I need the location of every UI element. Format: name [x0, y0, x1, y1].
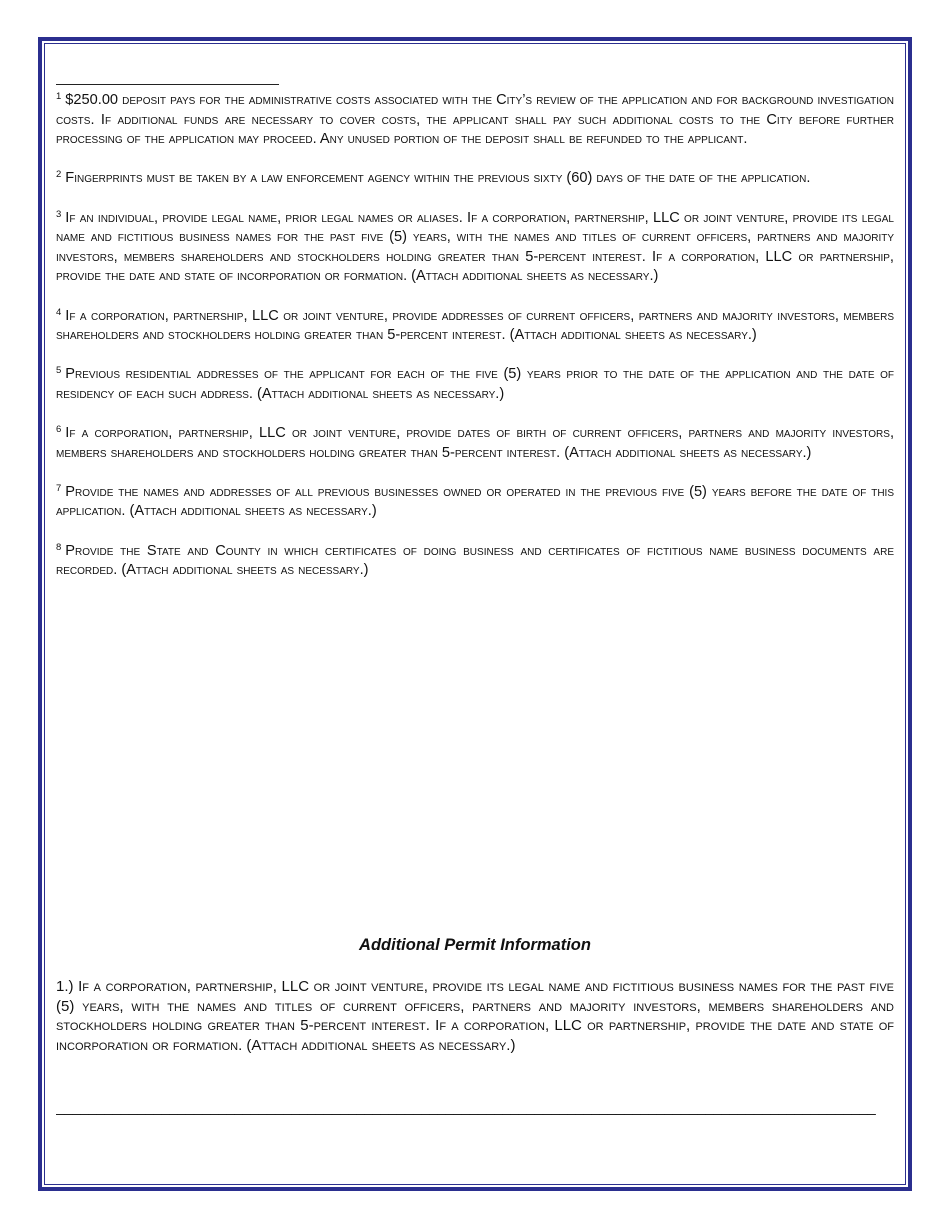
footnote-6: [56, 424, 894, 463]
footnote-1-number: 1: [56, 91, 62, 102]
footnote-8-text: Provide the State and County in which certificates of doing business and certificates of fictitious name business documents are recorded. (Attach additional sheets as necessary.): [56, 542, 894, 579]
footnote-5-number: 5: [56, 365, 62, 377]
footnote-8: [56, 542, 894, 581]
footnote-6-text: If a corporation, partnership, LLC or joint venture, provide dates of birth of current officers, partners and majority investors, members shareholders and stockholders holding greater than 5-percent interest. (Attach additional sheets as necessary.): [56, 425, 894, 461]
footnote-1-text: $250.00 deposit pays for the administrative costs associated with the City’s review of the application and for background investigation costs. If additional funds are necessary to cover costs, the applicant shall pay such additional costs to the City before further processing of the application may proceed. Any unused portion of the deposit shall be refunded to the applicant.: [56, 92, 894, 148]
footnote-2-text: Fingerprints must be taken by a law enforcement agency within the previous sixty (60) days of the date of the application.: [65, 170, 811, 187]
footnote-3-text: If an individual, provide legal name, prior legal names or aliases. If a corporation, partnership, LLC or joint venture, provide its legal name and fictitious business names for the past five (5) years, with the names and titles of current officers, partners and majority investors, members shareholders and stockholders holding greater than 5-percent interest. If a corporation, LLC or partnership, provide the date and state of incorporation or formation. (Attach additional sheets as necessary.): [56, 209, 894, 285]
footnote-2: [56, 169, 894, 189]
footnote-4-number: 4: [56, 306, 62, 318]
footnote-4: [56, 307, 894, 346]
footnote-2-number: 2: [56, 169, 62, 181]
footnote-3: [56, 209, 894, 287]
footnote-6-number: 6: [56, 424, 62, 436]
footnote-7-text: Provide the names and addresses of all previous businesses owned or operated in the previous five (5) years before the date of this application. (Attach additional sheets as necessary.): [56, 483, 894, 520]
footnotes: [56, 91, 894, 600]
footnote-1: [56, 91, 894, 150]
footnote-7-number: 7: [56, 482, 62, 494]
footnote-separator: [56, 84, 279, 85]
footnote-4-text: If a corporation, partnership, LLC or joint venture, provide addresses of current officers, partners and majority investors, members shareholders and stockholders holding greater than 5-percent interest. (Attach additional sheets as necessary.): [56, 307, 894, 344]
question-1: 1.) If a corporation, partnership, LLC or joint venture, provide its legal name and fictitious business names for the past five (5) years, with the names and titles of current officers, partners and majority investors, members shareholders and stockholders holding greater than 5-percent interest. If a corporation, LLC or partnership, provide the date and state of incorporation or formation. (Attach additional sheets as necessary.): [56, 978, 894, 1054]
answer-line-field[interactable]: _____________________________________________________________________________________________________: [56, 1100, 876, 1116]
footnote-5-text: Previous residential addresses of the applicant for each of the five (5) years prior to the date of the application and the date of residency of each such address. (Attach additional sheets as necessary.): [56, 366, 894, 402]
footnote-5: [56, 365, 894, 404]
footnote-3-number: 3: [56, 208, 62, 220]
footnote-8-number: 8: [56, 541, 62, 553]
section-heading: Additional Permit Information: [359, 936, 591, 954]
footnote-7: [56, 483, 894, 522]
